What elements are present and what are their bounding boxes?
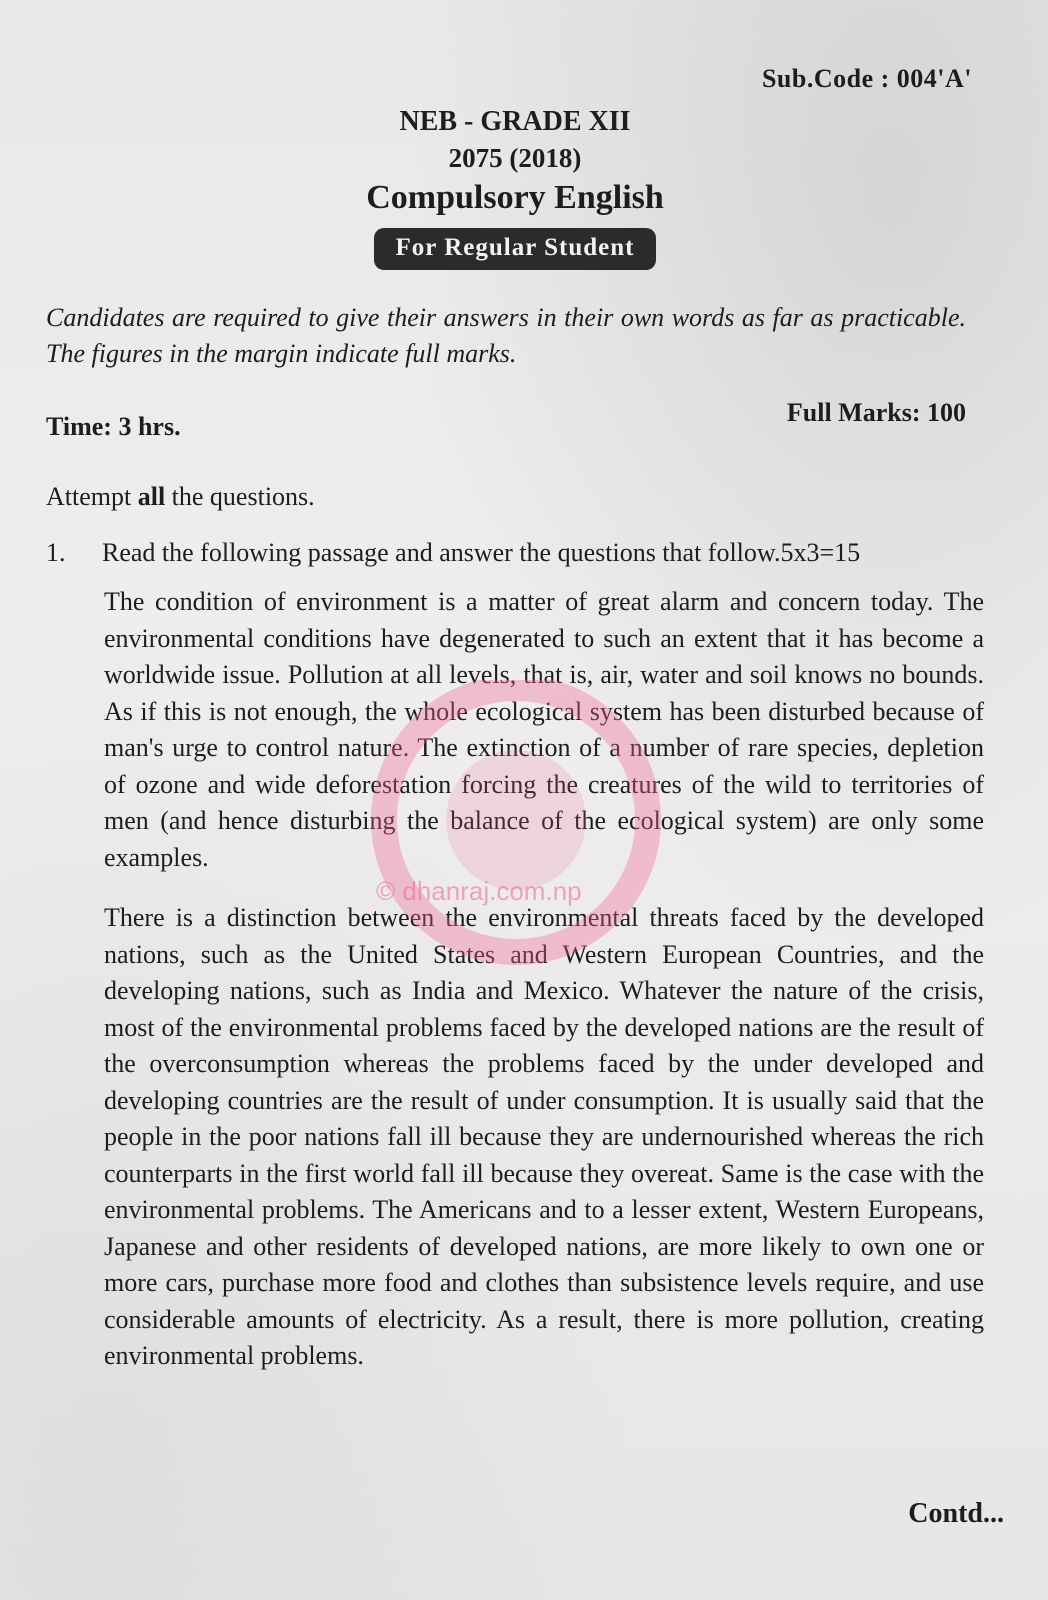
exam-year: 2075 (2018) <box>448 143 582 173</box>
time-allowed: Time: 3 hrs. <box>46 412 181 441</box>
question-text: Read the following passage and answer the questions that follow.5x3=15 <box>102 538 861 567</box>
student-type-badge: For Regular Student <box>374 228 657 270</box>
board-grade: NEB - GRADE XII <box>399 106 631 137</box>
watermark-text: © dhanraj.com.np <box>376 876 582 906</box>
attempt-suffix: the questions. <box>165 482 315 511</box>
passage-paragraph-1: The condition of environment is a matter of great alarm and concern today. The environmental conditions have degenerated to such an extent that it has become a worldwide issue. Pollution at all levels, that is, air, water and soil knows no bounds. As if this is not enough, the whole ecological system has been disturbed because of man's urge to control nature. The extinction of a number of rare species, depletion of ozone and wide deforestation forcing the creatures of the wild to territories of men (and hence disturbing the balance of the ecological system) are only some examples. <box>104 587 984 872</box>
instructions-text: Candidates are required to give their answers in their own words as far as practicable. The figures in the margin indicate full marks. <box>46 303 966 368</box>
attempt-instruction <box>46 482 315 512</box>
question-number: 1. <box>46 538 66 567</box>
continued-marker: Contd... <box>908 1498 1004 1529</box>
subject-title: Compulsory English <box>366 179 664 216</box>
subject-code: Sub.Code : 004'A' <box>761 64 972 93</box>
passage-paragraph-2: There is a distinction between the environmental threats faced by the developed nations, such as the United States and Western European Countries, and the developing nations, such as India and Mexico. Whatever the nature of the crisis, most of the environmental problems faced by the developed nations are the result of the overconsumption whereas the problems faced by the under developed and developing countries are the result of under consumption. It is usually said that the people in the poor nations fall ill because they are undernourished whereas the rich counterparts in the first world fall ill because they overeat. Same is the case with the environmental problems. The Americans and to a lesser extent, Western Europeans, Japanese and other residents of developed nations, are more likely to own one or more cars, purchase more food and clothes than subsistence levels require, and use considerable amounts of electricity. As a result, there is more pollution, creating environmental problems. <box>104 903 984 1370</box>
attempt-emphasis: all <box>137 482 166 511</box>
exam-header <box>0 104 1030 270</box>
full-marks: Full Marks: 100 <box>786 398 966 427</box>
attempt-prefix: Attempt <box>46 482 138 511</box>
